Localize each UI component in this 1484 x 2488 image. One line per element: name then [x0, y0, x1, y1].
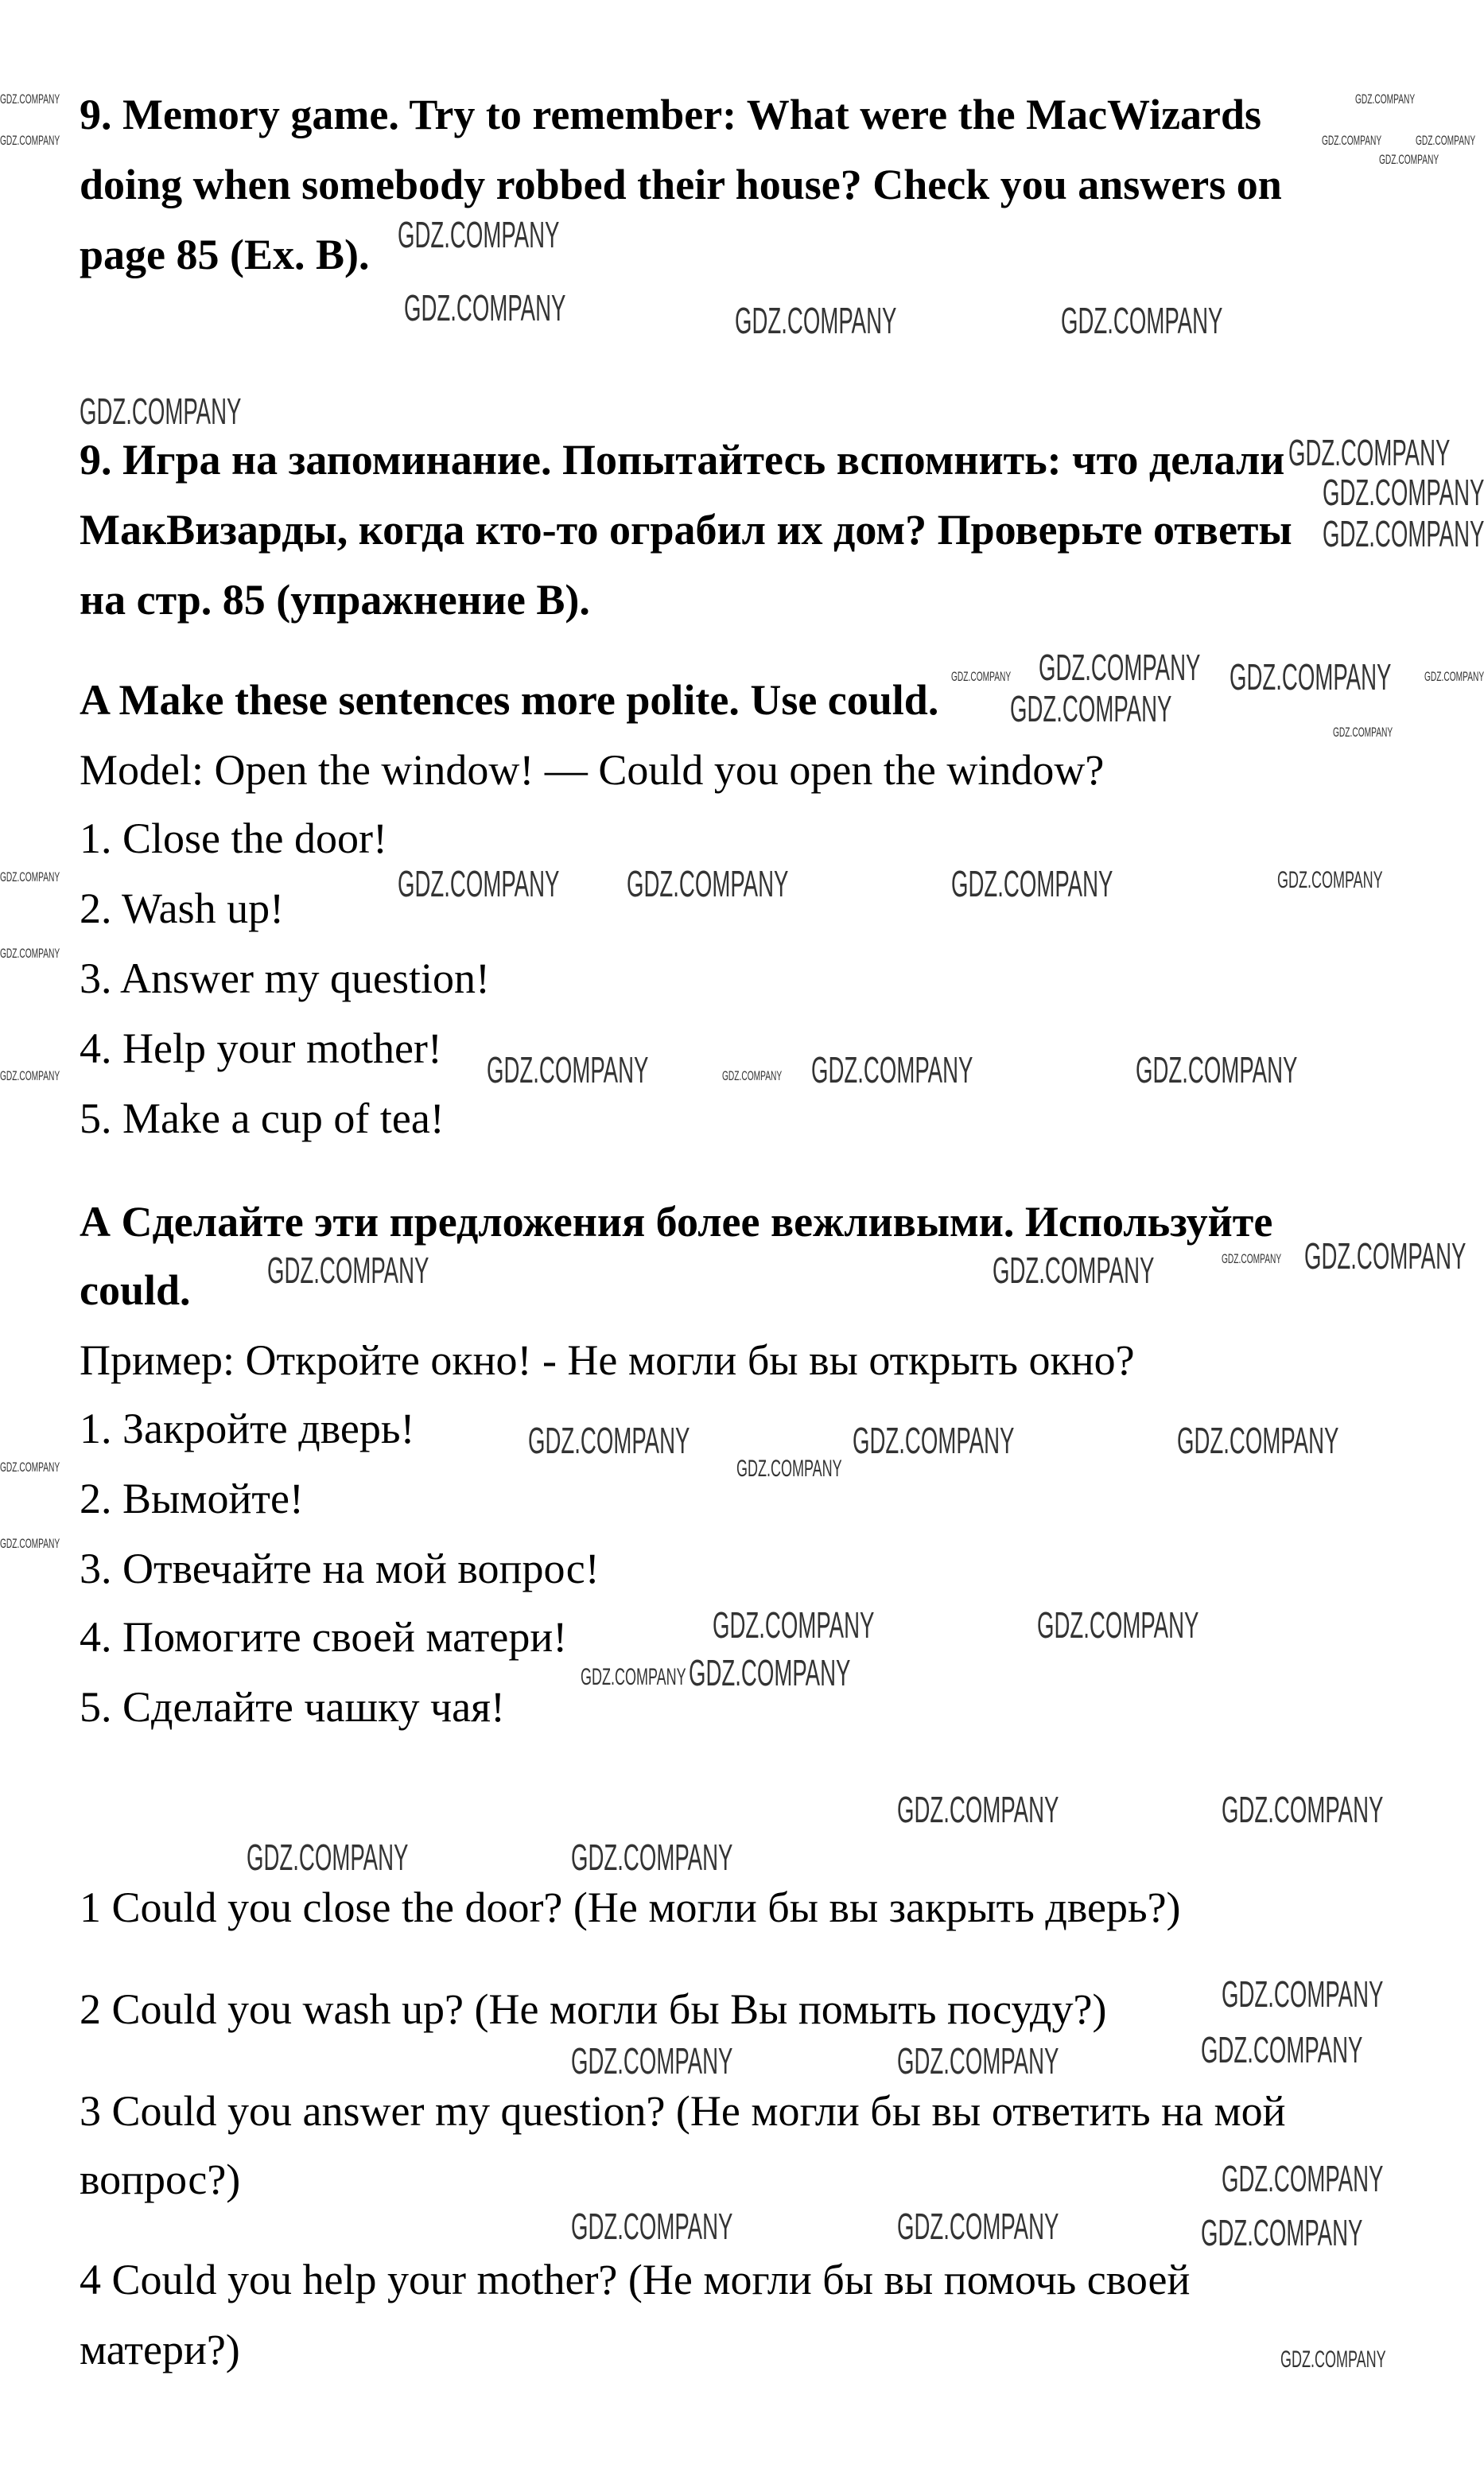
gdz-watermark: GDZ.COMPANY [1177, 1420, 1339, 1461]
exercise-9-heading-en: page 85 (Ex. B). [80, 231, 370, 278]
answer-line: 1 Could you close the door? (Не могли бы вы закрыть дверь?) [80, 1883, 1181, 1931]
exercise-a-title-en: A Make these sentences more polite. Use could. [80, 676, 939, 724]
gdz-watermark: GDZ.COMPANY [1322, 133, 1382, 148]
gdz-watermark: GDZ.COMPANY [571, 2206, 733, 2247]
exercise-9-heading-ru: МакВизарды, когда кто-то ограбил их дом? Проверьте ответы [80, 506, 1292, 554]
gdz-watermark: GDZ.COMPANY [853, 1420, 1015, 1461]
gdz-watermark: GDZ.COMPANY [735, 300, 897, 341]
gdz-watermark: GDZ.COMPANY [0, 946, 60, 961]
gdz-watermark: GDZ.COMPANY [398, 214, 560, 255]
gdz-watermark: GDZ.COMPANY [487, 1049, 649, 1090]
gdz-watermark: GDZ.COMPANY [0, 869, 60, 884]
gdz-watermark: GDZ.COMPANY [897, 2040, 1059, 2082]
gdz-watermark: GDZ.COMPANY [1280, 2346, 1386, 2373]
exercise-a-item-ru: 1. Закройте дверь! [80, 1405, 415, 1452]
gdz-watermark: GDZ.COMPANY [897, 2206, 1059, 2247]
exercise-a-item-en: 3. Answer my question! [80, 954, 490, 1002]
gdz-watermark: GDZ.COMPANY [1333, 725, 1393, 740]
gdz-watermark: GDZ.COMPANY [993, 1250, 1155, 1291]
gdz-watermark: GDZ.COMPANY [1322, 513, 1484, 554]
gdz-watermark: GDZ.COMPANY [0, 1068, 60, 1083]
gdz-watermark: GDZ.COMPANY [581, 1664, 686, 1690]
gdz-watermark: GDZ.COMPANY [951, 669, 1012, 684]
gdz-watermark: GDZ.COMPANY [627, 863, 789, 904]
gdz-watermark: GDZ.COMPANY [1222, 1789, 1384, 1830]
gdz-watermark: GDZ.COMPANY [1424, 669, 1484, 684]
answer-line: 2 Could you wash up? (Не могли бы Вы помыть посуду?) [80, 1985, 1107, 2033]
gdz-watermark: GDZ.COMPANY [247, 1837, 409, 1878]
gdz-watermark: GDZ.COMPANY [1288, 432, 1451, 473]
answer-line: вопрос?) [80, 2156, 241, 2203]
exercise-a-item-en: 5. Make a cup of tea! [80, 1094, 445, 1142]
exercise-a-model-ru: Пример: Откройте окно! - Не могли бы вы открыть окно? [80, 1336, 1135, 1384]
gdz-watermark: GDZ.COMPANY [1277, 867, 1383, 893]
gdz-watermark: GDZ.COMPANY [713, 1604, 875, 1646]
gdz-watermark: GDZ.COMPANY [1355, 91, 1416, 107]
gdz-watermark: GDZ.COMPANY [1061, 300, 1223, 341]
gdz-watermark: GDZ.COMPANY [1416, 133, 1476, 148]
gdz-watermark: GDZ.COMPANY [571, 1837, 733, 1878]
exercise-a-item-ru: 3. Отвечайте на мой вопрос! [80, 1545, 600, 1592]
gdz-watermark: GDZ.COMPANY [1379, 152, 1439, 167]
answer-line: 3 Could you answer my question? (Не могли бы вы ответить на мой [80, 2087, 1286, 2135]
exercise-a-model-en: Model: Open the window! — Could you open the window? [80, 746, 1105, 794]
exercise-a-item-ru: 2. Вымойте! [80, 1475, 304, 1522]
gdz-watermark: GDZ.COMPANY [80, 391, 242, 432]
gdz-watermark: GDZ.COMPANY [1222, 1251, 1282, 1266]
gdz-watermark: GDZ.COMPANY [1230, 656, 1392, 698]
gdz-watermark: GDZ.COMPANY [1304, 1235, 1467, 1277]
gdz-watermark: GDZ.COMPANY [1039, 647, 1201, 688]
exercise-9-heading-ru: 9. Игра на запоминание. Попытайтесь вспомнить: что делали [80, 436, 1285, 484]
gdz-watermark: GDZ.COMPANY [0, 1536, 60, 1551]
gdz-watermark: GDZ.COMPANY [571, 2040, 733, 2082]
gdz-watermark: GDZ.COMPANY [528, 1420, 690, 1461]
exercise-a-item-ru: 4. Помогите своей матери! [80, 1613, 568, 1661]
gdz-watermark: GDZ.COMPANY [811, 1049, 973, 1090]
exercise-a-item-ru: 5. Сделайте чашку чая! [80, 1683, 505, 1731]
exercise-a-title-ru: А Сделайте эти предложения более вежливыми. Используйте [80, 1198, 1273, 1246]
gdz-watermark: GDZ.COMPANY [1322, 472, 1484, 513]
gdz-watermark: GDZ.COMPANY [1136, 1049, 1298, 1090]
gdz-watermark: GDZ.COMPANY [1222, 2158, 1384, 2199]
gdz-watermark: GDZ.COMPANY [951, 863, 1113, 904]
gdz-watermark: GDZ.COMPANY [722, 1068, 783, 1083]
exercise-a-item-en: 4. Help your mother! [80, 1024, 442, 1072]
gdz-watermark: GDZ.COMPANY [1201, 2029, 1363, 2070]
gdz-watermark: GDZ.COMPANY [1037, 1604, 1199, 1646]
exercise-a-item-en: 2. Wash up! [80, 884, 285, 932]
gdz-watermark: GDZ.COMPANY [0, 1460, 60, 1475]
gdz-watermark: GDZ.COMPANY [0, 133, 60, 148]
gdz-watermark: GDZ.COMPANY [0, 91, 60, 107]
gdz-watermark: GDZ.COMPANY [897, 1789, 1059, 1830]
gdz-watermark: GDZ.COMPANY [689, 1652, 851, 1693]
gdz-watermark: GDZ.COMPANY [1201, 2212, 1363, 2253]
exercise-9-heading-en: 9. Memory game. Try to remember: What were the MacWizards [80, 91, 1262, 138]
gdz-watermark: GDZ.COMPANY [398, 863, 560, 904]
exercise-9-heading-en: doing when somebody robbed their house? Check you answers on [80, 161, 1282, 208]
gdz-watermark: GDZ.COMPANY [267, 1250, 429, 1291]
answer-line: 4 Could you help your mother? (Не могли бы вы помочь своей [80, 2256, 1191, 2303]
answer-line: матери?) [80, 2326, 240, 2373]
gdz-watermark: GDZ.COMPANY [1010, 688, 1172, 729]
gdz-watermark: GDZ.COMPANY [1222, 1973, 1384, 2015]
gdz-watermark: GDZ.COMPANY [404, 287, 566, 328]
exercise-a-item-en: 1. Close the door! [80, 814, 387, 862]
gdz-watermark: GDZ.COMPANY [736, 1456, 842, 1482]
exercise-a-title-ru: could. [80, 1266, 191, 1314]
exercise-9-heading-ru: на стр. 85 (упражнение B). [80, 576, 590, 624]
